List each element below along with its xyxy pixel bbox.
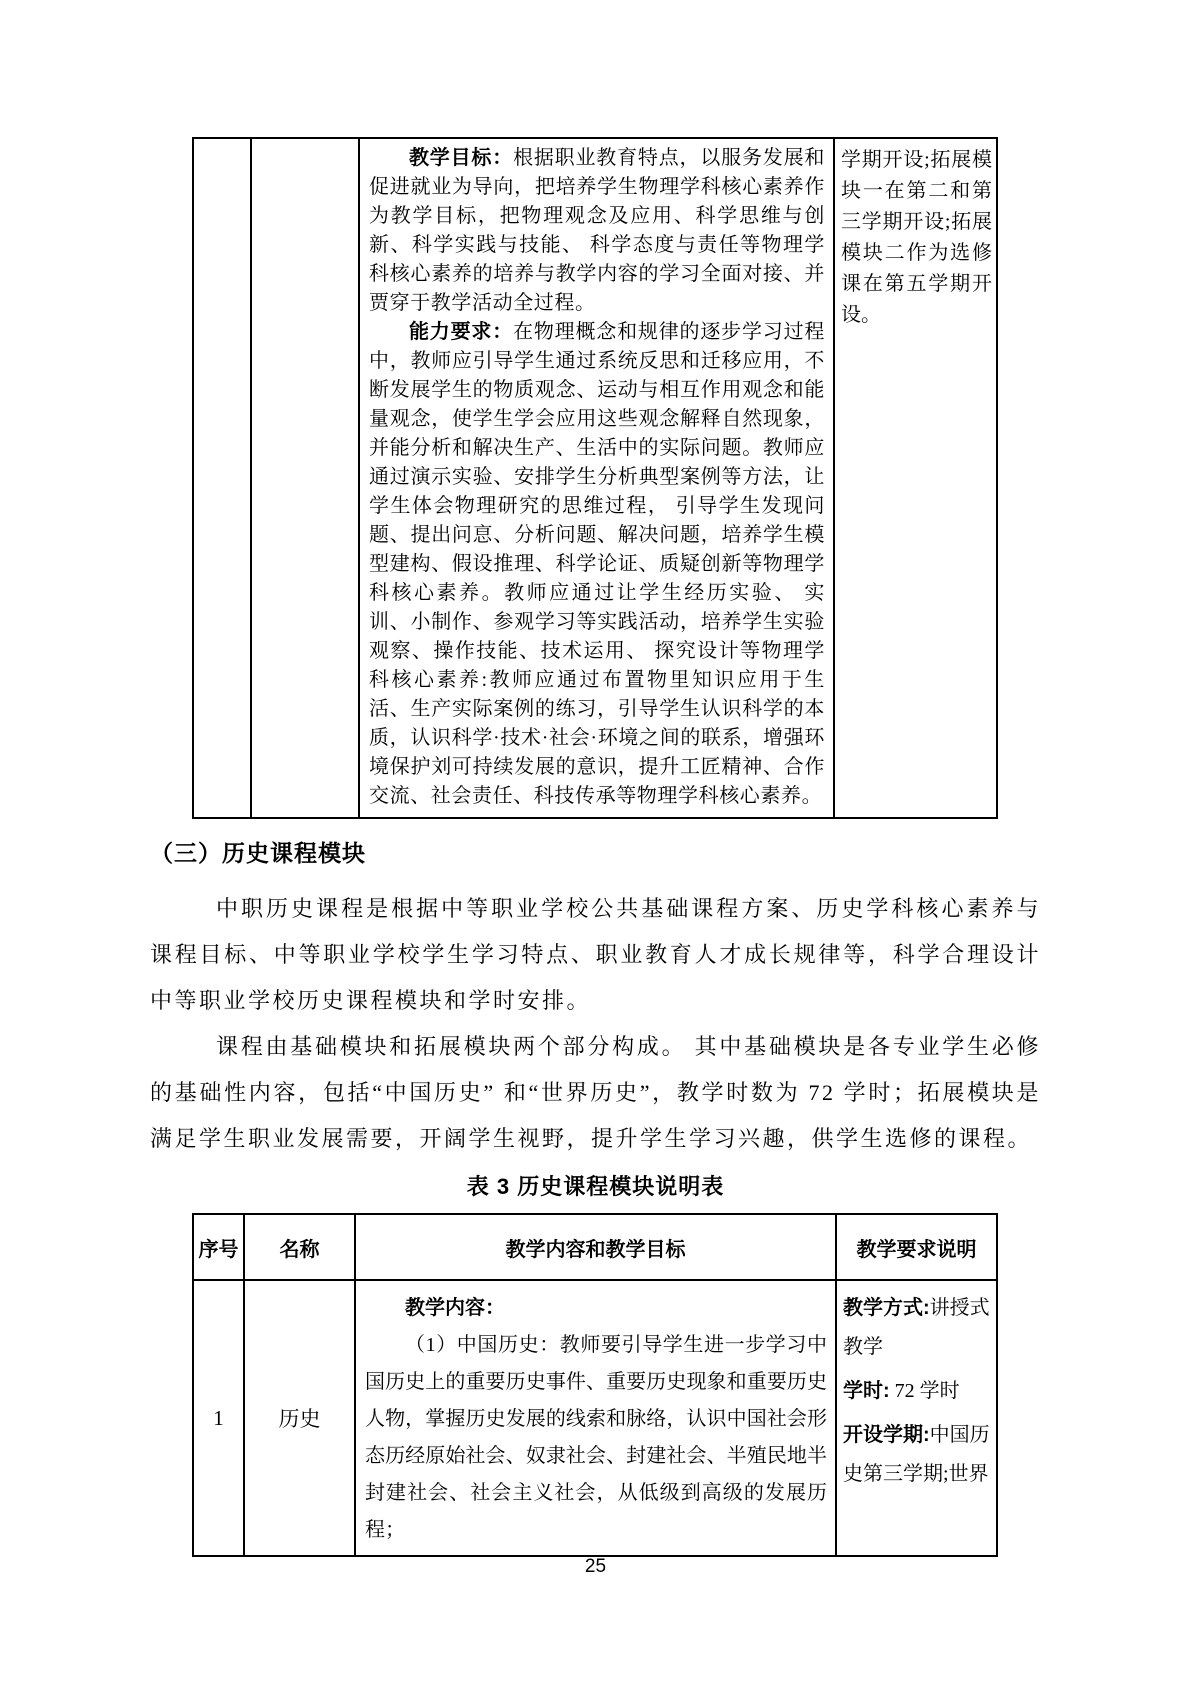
requirement-label-method: 教学方式:	[843, 1297, 930, 1319]
physics-index-cell	[193, 138, 251, 818]
history-table-header-row	[193, 1214, 997, 1280]
physics-requirement-text: 学期开设;拓展模块一在第二和第三学期开设;拓展模块二作为选修课在第五学期开设。	[841, 149, 992, 326]
physics-table-row	[193, 138, 997, 818]
ability-requirement-text: 在物理概念和规律的逐步学习过程中，教师应引导学生通过系统反思和迁移应用，不断发展学生的物质观念、运动与相互作用观念和能量观念，使学生学会应用这些观念解释自然现象，并能分析和解决生产、生活中的实际问题。教师应通过演示实验、安排学生分析典型案例等方法，让学生体会物理研究的思维过程， 引导学生发现问题、提出问恴、分析问题、解决问题，培养学生模型建构、假设推理、科学论证、质疑创新等物理学科核心素养。教师应通过让学生经历实验、 实训、小制作、参观学习等实践活动，培养学生实验观察、操作技能、技术运用、 探究设计等物理学科核心素养:教师应通过布置物里知识应用于生活、生产实际案例的练习，引导学生认识科学的本质，认识科学·技术·社会·环境之间的联系，增强环境保护刘可持续发展的意识，提升工匠精神、合作交流、社会责任、科技传承等物理学科核心素养。	[369, 321, 826, 807]
content-label: 教学内容：	[405, 1297, 505, 1319]
physics-content-cell	[359, 138, 834, 818]
physics-requirement-cell	[834, 138, 997, 818]
content-label-line	[365, 1290, 827, 1327]
section-paragraph-1: 中职历史课程是根据中等职业学校公共基础课程方案、历史学科核心素养与课程目标、中等职业学校学生学习特点、职业教育人才成长规律等，科学合理设计中等职业学校历史课程模块和学时安排。	[150, 896, 1041, 1013]
requirement-item	[843, 1416, 991, 1494]
teaching-goal-label: 教学目标：	[409, 147, 514, 169]
content-paragraph: （1）中国历史：教师要引导学生进一步学习中国历史上的重要历史事件、重要历史现象和重要历史人物，掌握历史发展的线索和脉络，认识中国社会形态历经原始社会、奴隶社会、封建社会、半殖民地半封建社会、社会主义社会，从低级到高级的发展历程；	[365, 1334, 827, 1541]
requirement-label-hours: 学时:	[843, 1380, 890, 1402]
teaching-goal-paragraph	[369, 144, 825, 318]
physics-name-cell	[251, 138, 359, 818]
page-number: 25	[584, 1556, 607, 1577]
requirement-value-hours: 72 学时	[889, 1380, 960, 1402]
column-header-requirement: 教学要求说明	[836, 1214, 997, 1280]
row-name-cell: 历史	[244, 1280, 355, 1556]
row-requirement-cell	[836, 1280, 997, 1556]
section-paragraph-2: 课程由基础模块和拓展模块两个部分构成。 其中基础模块是各专业学生必修的基础性内容，包括“中国历史” 和“世界历史”，教学时数为 72 学时；拓展模块是满足学生职业发展需要，开阔学生视野，提升学生学习兴趣，供学生选修的课程。	[150, 1034, 1041, 1151]
requirement-item	[843, 1289, 991, 1367]
requirement-value-semester: 中国历史第三学期;世界	[843, 1424, 990, 1485]
column-header-index: 序号	[193, 1214, 244, 1280]
history-module-table	[192, 1213, 998, 1557]
physics-module-table	[192, 137, 998, 819]
teaching-goal-text: 根据职业教育特点，以服务发展和促进就业为导向，把培养学生物理学科核心素养作为教学目标，把物理观念及应用、科学思维与创新、科学实践与技能、 科学态度与责任等物理学科核心素养的培养与教学内容的学习全面对接、并贾穿于教学活动全过程。	[369, 147, 826, 314]
row-content-cell	[355, 1280, 836, 1556]
requirement-value-method: 讲授式教学	[843, 1297, 990, 1358]
ability-requirement-label: 能力要求：	[409, 321, 514, 343]
section-heading: （三）历史课程模块	[150, 840, 366, 866]
ability-requirement-paragraph	[369, 318, 825, 811]
column-header-name: 名称	[244, 1214, 355, 1280]
history-table-row	[193, 1280, 997, 1556]
history-table-title: 表 3 历史课程模块说明表	[466, 1174, 725, 1199]
page-content	[150, 137, 1041, 1557]
requirement-item	[843, 1372, 991, 1411]
row-index-cell: 1	[193, 1280, 244, 1556]
column-header-content: 教学内容和教学目标	[355, 1214, 836, 1280]
requirement-label-semester: 开设学期:	[843, 1424, 930, 1446]
